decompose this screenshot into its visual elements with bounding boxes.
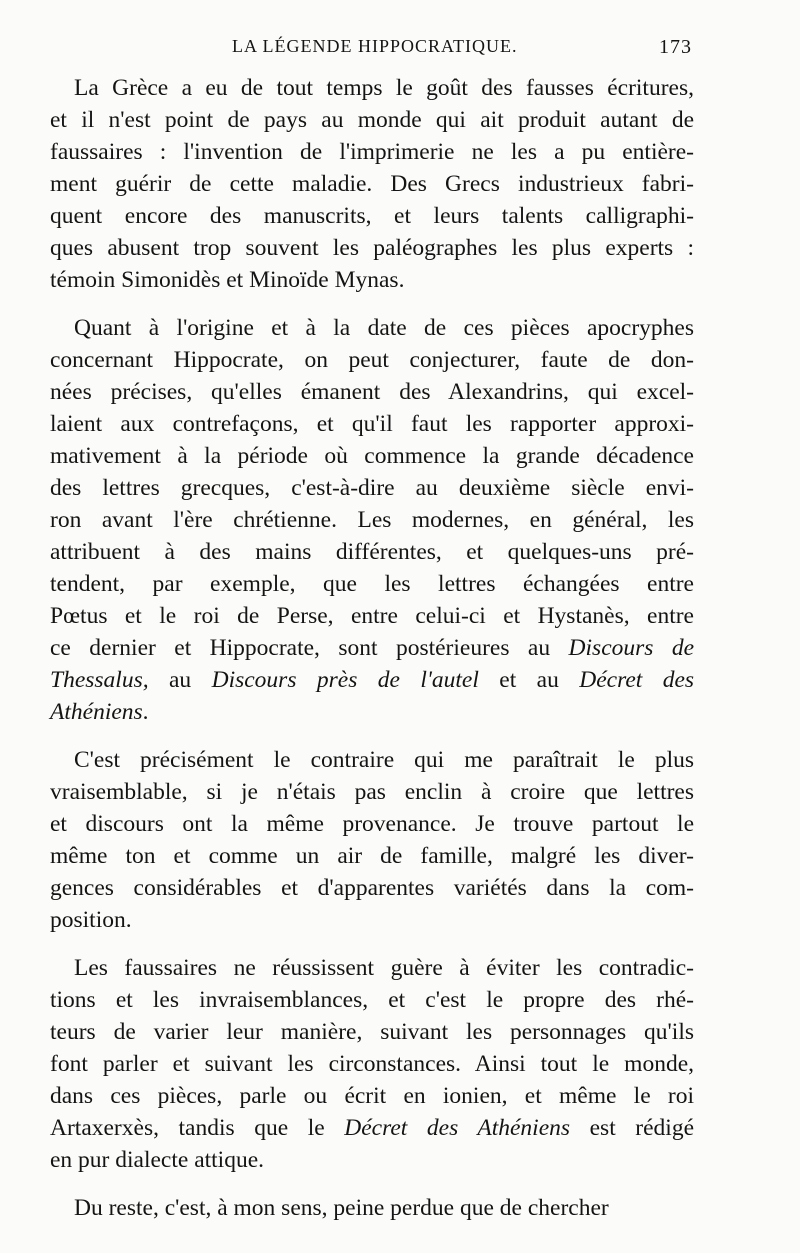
- text-line: même ton et comme un air de famille, malgré les diver-: [50, 843, 694, 869]
- text-line: en pur dialecte attique.: [50, 1147, 265, 1173]
- text-line: Du reste, c'est, à mon sens, peine perdue que de chercher: [74, 1195, 609, 1221]
- page-number: 173: [659, 36, 692, 58]
- text-line: dans ces pièces, parle ou écrit en ionien, et même le roi: [50, 1083, 694, 1109]
- text-line: [50, 696, 694, 728]
- running-head: [52, 36, 692, 66]
- text-line: vraisemblable, si je n'étais pas enclin à croire que lettres: [50, 779, 694, 805]
- paragraph-4: [50, 952, 694, 1176]
- paragraph-1: [50, 72, 694, 296]
- text-line: tions et les invraisemblances, et c'est le propre des rhé-: [50, 987, 694, 1013]
- text-line: et il n'est point de pays au monde qui ait produit autant de: [50, 107, 694, 133]
- italic-title: Thessalus,: [50, 667, 149, 693]
- text-line: C'est précisément le contraire qui me paraîtrait le plus: [74, 747, 694, 773]
- paragraph-3: [50, 744, 694, 936]
- text-segment: .: [142, 699, 149, 725]
- paragraph-2: [50, 312, 694, 728]
- text-segment: Artaxerxès, tandis que le: [50, 1115, 325, 1141]
- text-line: La Grèce a eu de tout temps le goût des fausses écritures,: [74, 75, 694, 101]
- text-line: quent encore des manuscrits, et leurs talents calligraphi-: [50, 203, 694, 229]
- text-line: et discours ont la même provenance. Je trouve partout le: [50, 811, 694, 837]
- text-line: Pœtus et le roi de Perse, entre celui-ci et Hystanès, entre: [50, 603, 694, 629]
- text-line: ron avant l'ère chrétienne. Les modernes, en général, les: [50, 507, 694, 533]
- text-line: Quant à l'origine et à la date de ces pièces apocryphes: [74, 315, 694, 341]
- text-line: position.: [50, 907, 132, 933]
- text-line: gences considérables et d'apparentes variétés dans la com-: [50, 875, 694, 901]
- text-line: des lettres grecques, c'est-à-dire au deuxième siècle envi-: [50, 475, 694, 501]
- italic-title: Athéniens: [50, 699, 143, 725]
- body-text: [50, 72, 694, 1224]
- text-segment: ce dernier et Hippocrate, sont postérieures au: [50, 635, 551, 661]
- text-line: [50, 1112, 694, 1144]
- italic-title: Décret des: [579, 667, 695, 693]
- text-line: témoin Simonidès et Minoïde Mynas.: [50, 267, 405, 293]
- text-line: [50, 632, 694, 664]
- text-line: nées précises, qu'elles émanent des Alexandrins, qui excel-: [50, 379, 694, 405]
- text-line: laient aux contrefaçons, et qu'il faut les rapporter approxi-: [50, 411, 694, 437]
- text-line: faussaires : l'invention de l'imprimerie ne les a pu entière-: [50, 139, 694, 165]
- text-line: tendent, par exemple, que les lettres échangées entre: [50, 571, 694, 597]
- text-line: teurs de varier leur manière, suivant les personnages qu'ils: [50, 1019, 694, 1045]
- text-segment: au: [169, 667, 192, 693]
- text-line: font parler et suivant les circonstances. Ainsi tout le monde,: [50, 1051, 694, 1077]
- text-segment: est rédigé: [589, 1115, 695, 1141]
- text-line: ment guérir de cette maladie. Des Grecs industrieux fabri-: [50, 171, 694, 197]
- italic-title: Discours près de l'autel: [211, 667, 479, 693]
- paragraph-5: [50, 1192, 694, 1224]
- italic-title: Décret des Athéniens: [344, 1115, 571, 1141]
- text-line: Les faussaires ne réussissent guère à éviter les contradic-: [74, 955, 694, 981]
- text-line: attribuent à des mains différentes, et quelques-uns pré-: [50, 539, 694, 565]
- italic-title: Discours de: [568, 635, 695, 661]
- text-line: concernant Hippocrate, on peut conjecturer, faute de don-: [50, 347, 694, 373]
- running-head-title: LA LÉGENDE HIPPOCRATIQUE.: [232, 36, 518, 56]
- text-segment: et au: [499, 667, 559, 693]
- text-line: mativement à la période où commence la grande décadence: [50, 443, 694, 469]
- text-line: [50, 664, 694, 696]
- text-line: ques abusent trop souvent les paléographes les plus experts :: [50, 235, 694, 261]
